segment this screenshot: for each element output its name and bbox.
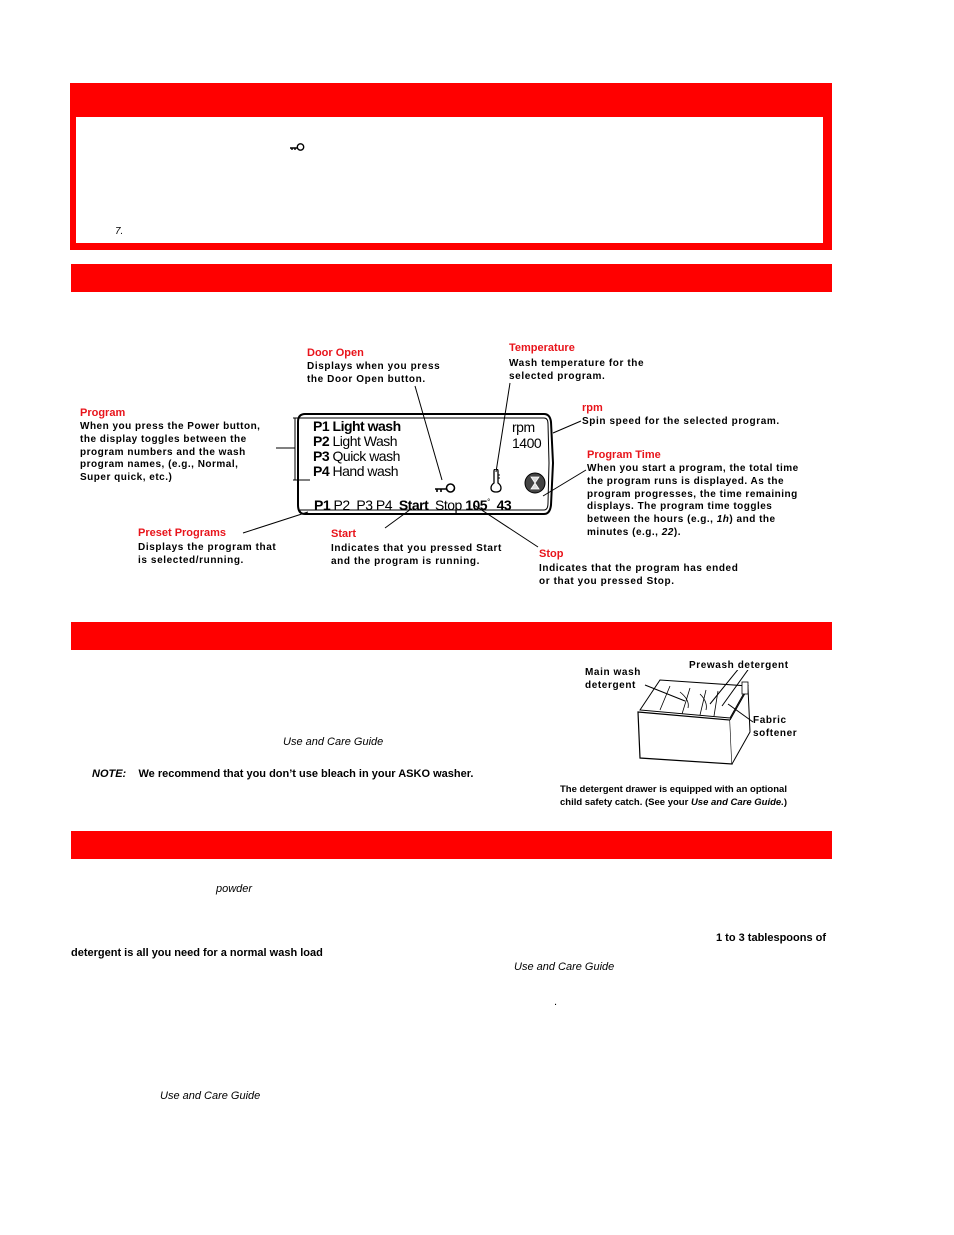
start-title: Start [331,528,357,540]
lcd-row: P1 Light wash [313,418,401,434]
powder-text: powder [216,883,253,895]
amount-bold-2: detergent is all you need for a normal wash load [71,947,323,959]
temperature-title: Temperature [509,342,575,354]
amount-section-bar [71,831,832,859]
period: . [554,996,558,1008]
preset-desc: Displays the program that is selected/running. [138,542,277,566]
lcd-rpm-label: rpm [512,419,535,435]
lcd-program-list [313,419,401,479]
lcd-row: P2 Light Wash [313,433,398,449]
thermometer-icon [489,469,503,498]
use-and-care-ref: Use and Care Guide [283,736,384,748]
lcd-rpm-value: 1400 [512,435,542,451]
amount-bold-1: 1 to 3 tablespoons of [716,932,827,944]
start-desc: Indicates that you pressed Start and the program is running. [331,543,502,567]
temperature-desc: Wash temperature for the selected program. [509,358,645,382]
preset-title: Preset Programs [138,527,227,539]
main-wash-label: Main wash detergent [585,667,641,691]
detergent-drawer-image [630,670,760,780]
door-open-desc: Displays when you press the Door Open button. [307,361,441,385]
door-open-title: Door Open [307,347,364,359]
rpm-desc: Spin speed for the selected program. [582,416,780,427]
lcd-row: P4 Hand wash [313,463,399,479]
hourglass-icon [524,472,546,499]
use-and-care-ref-2: Use and Care Guide [514,961,615,973]
program-desc: When you press the Power button, the display toggles between the program numbers and the wash program names, (e.g., Normal, Super quick, etc.) [80,421,261,484]
detergent-section-bar [71,622,832,650]
program-time-desc: When you start a program, the total time the program runs is displayed. As the program progresses, the time remaining displays. The program time toggles between the hours (e.g., 1h) and the minutes (e.g., 22). [587,463,799,538]
lcd-row: P3 Quick wash [313,448,400,464]
warning-fragment: 7. [115,226,124,237]
stop-desc: Indicates that the program has ended or that you pressed Stop. [539,563,739,587]
use-and-care-ref-3: Use and Care Guide [160,1090,261,1102]
rpm-title: rpm [582,402,603,414]
program-time-title: Program Time [587,449,661,461]
lcd-bottom-row: P1 P2 P3 P4 Start Stop 105° 43 [314,497,512,513]
program-title: Program [80,407,126,419]
prewash-label: Prewash detergent [689,660,789,671]
note: NOTE: We recommend that you don’t use bleach in your ASKO washer. [92,768,474,780]
fabric-softener-label: Fabric softener [753,715,798,739]
drawer-caption: The detergent drawer is equipped with an optional child safety catch. (See your Use and Care Guide.) [560,784,788,808]
stop-title: Stop [539,548,564,560]
